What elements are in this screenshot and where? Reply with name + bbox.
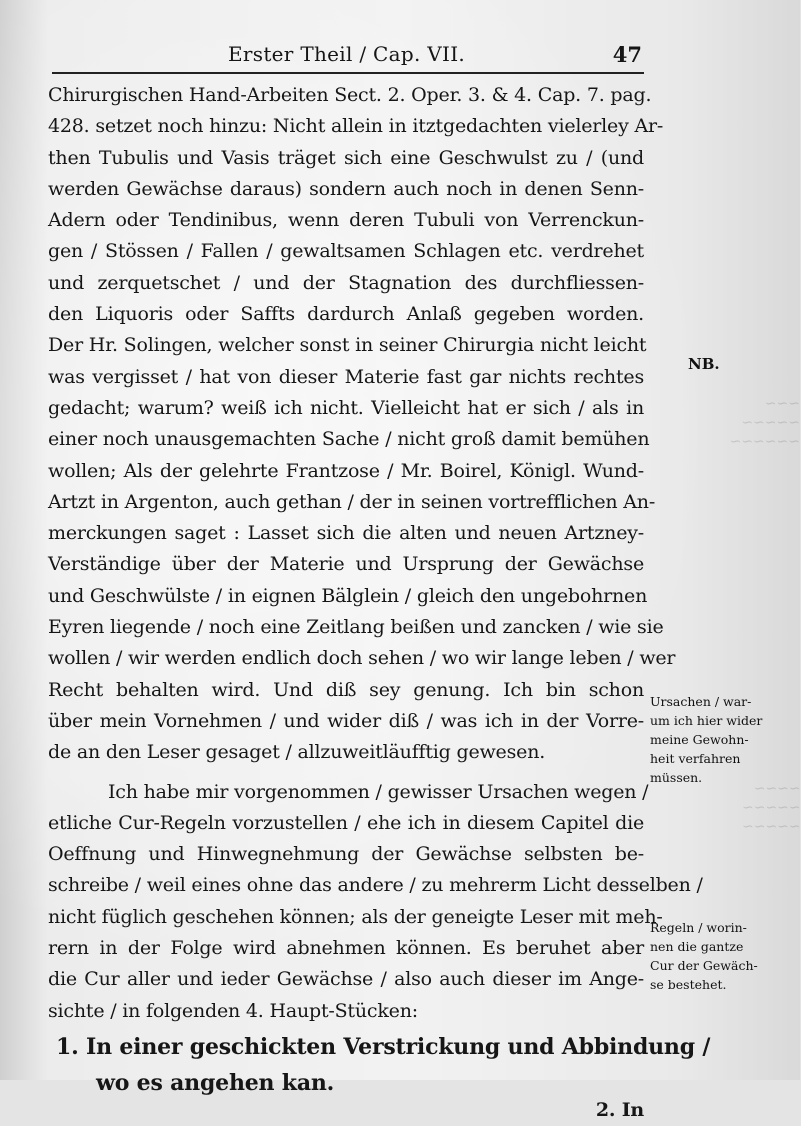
paragraph-1 <box>48 80 676 769</box>
text-line: über mein Vornehmen / und wider diß / was ich in der Vorre- <box>48 709 644 732</box>
page-number: 47 <box>612 42 642 67</box>
marginal-note-line: müssen. <box>650 770 703 785</box>
text-line: de an den Leser gesaget / allzuweitläufftig gewesen. <box>48 741 546 764</box>
text-line: wollen; Als der gelehrte Frantzose / Mr. Boirel, Königl. Wund- <box>48 459 644 482</box>
text-line: Verständige über der Materie und Ursprung der Gewächse <box>48 553 644 576</box>
text-line: gedacht; warum? weiß ich nicht. Vielleicht hat er sich / als in <box>48 396 644 419</box>
marginal-note-line: Regeln / worin- <box>650 920 747 935</box>
text-line: Artzt in Argenton, auch gethan / der in seinen vortrefflichen An- <box>48 490 656 513</box>
marginal-note-line: nen die gantze <box>650 939 744 954</box>
catchword: 2. In <box>595 1098 644 1121</box>
text-line: werden Gewächse daraus) sondern auch noch in denen Senn- <box>48 177 644 200</box>
marginal-note-reasons <box>650 692 780 787</box>
text-line: schreibe / weil eines ohne das andere / zu mehrerm Licht desselben / <box>48 874 703 897</box>
marginal-note-line: meine Gewohn- <box>650 732 749 747</box>
text-line: Ich habe mir vorgenommen / gewisser Ursachen wegen / <box>108 780 649 803</box>
text-line: merckungen saget : Lasset sich die alten und neuen Artzney- <box>48 522 644 545</box>
text-line: etliche Cur-Regeln vorzustellen / ehe ich in diesem Capitel die <box>48 811 644 834</box>
marginal-note-line: se bestehet. <box>650 977 727 992</box>
text-line: nicht füglich geschehen können; als der geneigte Leser mit meh- <box>48 905 663 928</box>
show-through-texture: ~~~ ~~~~~ ~~~~~~ <box>729 396 800 450</box>
marginal-note-line: heit verfahren <box>650 751 741 766</box>
running-title: Erster Theil / Cap. VII. <box>228 42 466 66</box>
paragraph-gap <box>48 769 644 777</box>
marginal-note-nb: NB. <box>688 355 720 373</box>
text-line: Der Hr. Solingen, welcher sonst in seiner Chirurgia nicht leicht <box>48 334 647 357</box>
header-rule <box>52 72 644 74</box>
marginal-note-line: Cur der Gewäch- <box>650 958 758 973</box>
text-line: Oeffnung und Hinwegnehmung der Gewächse selbsten be- <box>48 843 644 866</box>
text-line: den Liquoris oder Saffts dardurch Anlaß gegeben worden. <box>48 303 644 326</box>
text-line: und zerquetschet / und der Stagnation des durchfliessen- <box>48 271 644 294</box>
text-line: Recht behalten wird. Und diß sey genung. Ich bin schon <box>48 678 644 701</box>
numbered-item <box>48 1029 711 1101</box>
text-line: then Tubulis und Vasis träget sich eine Geschwulst zu / (und <box>48 146 644 169</box>
text-line: gen / Stössen / Fallen / gewaltsamen Schlagen etc. verdrehet <box>48 240 644 263</box>
numbered-item-line: wo es angehen kan. <box>96 1069 335 1096</box>
marginal-note-rules <box>650 918 780 994</box>
show-through-texture: ~~~~ ~~~~~ ~~~~~ <box>742 781 801 835</box>
text-line: Eyren liegende / noch eine Zeitlang beißen und zancken / wie sie <box>48 616 664 639</box>
numbered-item-line: 1. In einer geschickten Verstrickung und Abbindung / <box>56 1033 711 1060</box>
text-line: einer noch unausgemachten Sache / nicht groß damit bemühen <box>48 428 650 451</box>
text-line: Adern oder Tendinibus, wenn deren Tubuli von Verrenckun- <box>48 209 644 232</box>
text-line: wollen / wir werden endlich doch sehen / wo wir lange leben / wer <box>48 647 676 670</box>
text-line: was vergisset / hat von dieser Materie fast gar nichts rechtes <box>48 365 644 388</box>
text-line: sichte / in folgenden 4. Haupt-Stücken: <box>48 999 418 1022</box>
text-line: und Geschwülste / in eignen Bälglein / gleich den ungebohrnen <box>48 584 648 607</box>
marginal-note-line: um ich hier wider <box>650 713 763 728</box>
text-line: rern in der Folge wird abnehmen können. Es beruhet aber <box>48 937 644 960</box>
running-header <box>52 40 642 70</box>
text-line: die Cur aller und ieder Gewächse / also auch dieser im Ange- <box>48 968 644 991</box>
text-line: 428. setzet noch hinzu: Nicht allein in itztgedachten vielerley Ar- <box>48 115 664 138</box>
marginal-note-line: Ursachen / war- <box>650 694 752 709</box>
text-line: Chirurgischen Hand-Arbeiten Sect. 2. Oper. 3. & 4. Cap. 7. pag. <box>48 84 652 106</box>
